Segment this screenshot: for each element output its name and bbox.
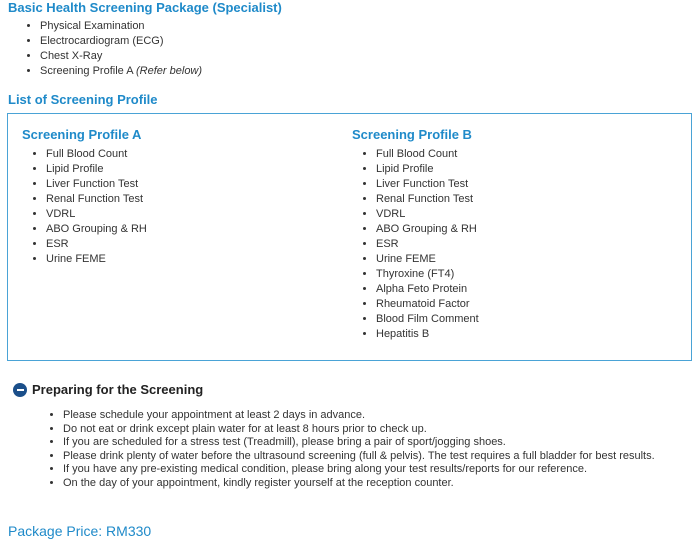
list-item xyxy=(40,64,202,79)
list-item: • Urine FEME xyxy=(376,252,479,267)
list-item: • Full Blood Count xyxy=(376,147,479,162)
list-item: • Renal Function Test xyxy=(46,192,147,207)
profile-b-title: Screening Profile B xyxy=(352,127,472,142)
preparation-title[interactable]: Preparing for the Screening xyxy=(32,382,204,397)
list-item: • ABO Grouping & RH xyxy=(376,222,479,237)
list-item: • VDRL xyxy=(376,207,479,222)
list-item: • ABO Grouping & RH xyxy=(46,222,147,237)
profile-item-label: Screening Profile A xyxy=(40,65,133,77)
list-item: • If you have any pre-existing medical condition, please bring along your test results/reports for our reference. xyxy=(63,463,700,477)
package-price: Package Price: RM330 xyxy=(8,523,152,539)
preparation-list xyxy=(45,409,700,490)
list-item: • Physical Examination xyxy=(40,19,202,34)
list-item: • On the day of your appointment, kindly register yourself at the reception counter. xyxy=(63,477,700,491)
minus-circle-icon[interactable] xyxy=(13,383,27,397)
list-item: • Please schedule your appointment at least 2 days in advance. xyxy=(63,409,700,423)
profile-item-note: (Refer below) xyxy=(136,65,203,77)
list-item: • ESR xyxy=(376,237,479,252)
list-item: • Hepatitis B xyxy=(376,327,479,342)
preparation-header[interactable] xyxy=(13,382,203,397)
profile-a-list xyxy=(28,147,147,267)
package-title: Basic Health Screening Package (Specialist) xyxy=(8,0,282,15)
list-item: • Alpha Feto Protein xyxy=(376,282,479,297)
list-item: • Lipid Profile xyxy=(376,162,479,177)
profiles-section-title: List of Screening Profile xyxy=(8,92,158,107)
list-item: • VDRL xyxy=(46,207,147,222)
list-item: • Lipid Profile xyxy=(46,162,147,177)
list-item: • Renal Function Test xyxy=(376,192,479,207)
list-item: • Electrocardiogram (ECG) xyxy=(40,34,202,49)
list-item: • Liver Function Test xyxy=(46,177,147,192)
profile-a-title: Screening Profile A xyxy=(22,127,142,142)
list-item: • Do not eat or drink except plain water for at least 8 hours prior to check up. xyxy=(63,423,700,437)
profile-b-list xyxy=(358,147,479,342)
list-item: • Thyroxine (FT4) xyxy=(376,267,479,282)
list-item: • Full Blood Count xyxy=(46,147,147,162)
list-item: • ESR xyxy=(46,237,147,252)
list-item: • Chest X-Ray xyxy=(40,49,202,64)
package-items-list xyxy=(22,19,202,79)
list-item: • Please drink plenty of water before the ultrasound screening (full & pelvis). The test requires a full bladder for best results. xyxy=(63,450,700,464)
list-item: • Blood Film Comment xyxy=(376,312,479,327)
list-item: • If you are scheduled for a stress test (Treadmill), please bring a pair of sport/jogging shoes. xyxy=(63,436,700,450)
list-item: • Liver Function Test xyxy=(376,177,479,192)
list-item: • Rheumatoid Factor xyxy=(376,297,479,312)
list-item: • Urine FEME xyxy=(46,252,147,267)
profiles-box xyxy=(7,113,692,361)
